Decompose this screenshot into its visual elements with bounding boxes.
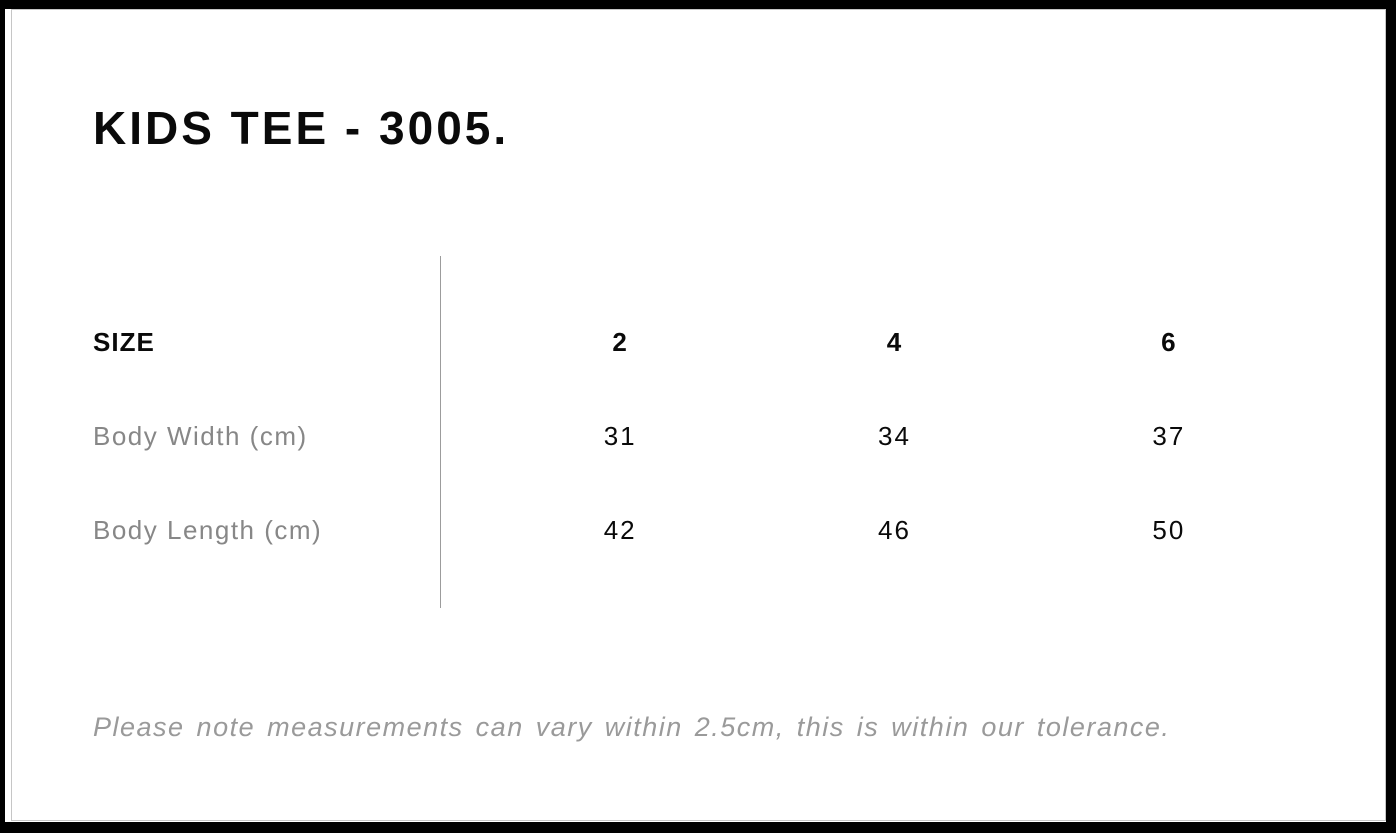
body-length-value-size-4: 46 — [878, 514, 911, 545]
body-length-value-size-6: 50 — [1152, 514, 1186, 545]
row-label-body-length: Body Length (cm) — [93, 514, 323, 545]
size-chart-table — [93, 295, 1306, 577]
body-width-value-size-4: 34 — [878, 420, 911, 451]
size-header-6: 6 — [1161, 326, 1177, 357]
size-column-header: SIZE — [93, 326, 155, 357]
page-title: KIDS TEE - 3005. — [93, 102, 510, 154]
body-length-value-size-2: 42 — [603, 514, 637, 545]
size-guide-card — [11, 9, 1386, 821]
body-width-value-size-2: 31 — [603, 420, 637, 451]
row-label-body-width: Body Width (cm) — [93, 420, 308, 451]
page-background — [5, 9, 1386, 822]
size-header-2: 2 — [612, 326, 628, 357]
size-header-4: 4 — [886, 326, 903, 357]
tolerance-note: Please note measurements can vary within 2.5cm, this is within our tolerance. — [93, 712, 1171, 742]
body-width-value-size-6: 37 — [1152, 420, 1186, 451]
